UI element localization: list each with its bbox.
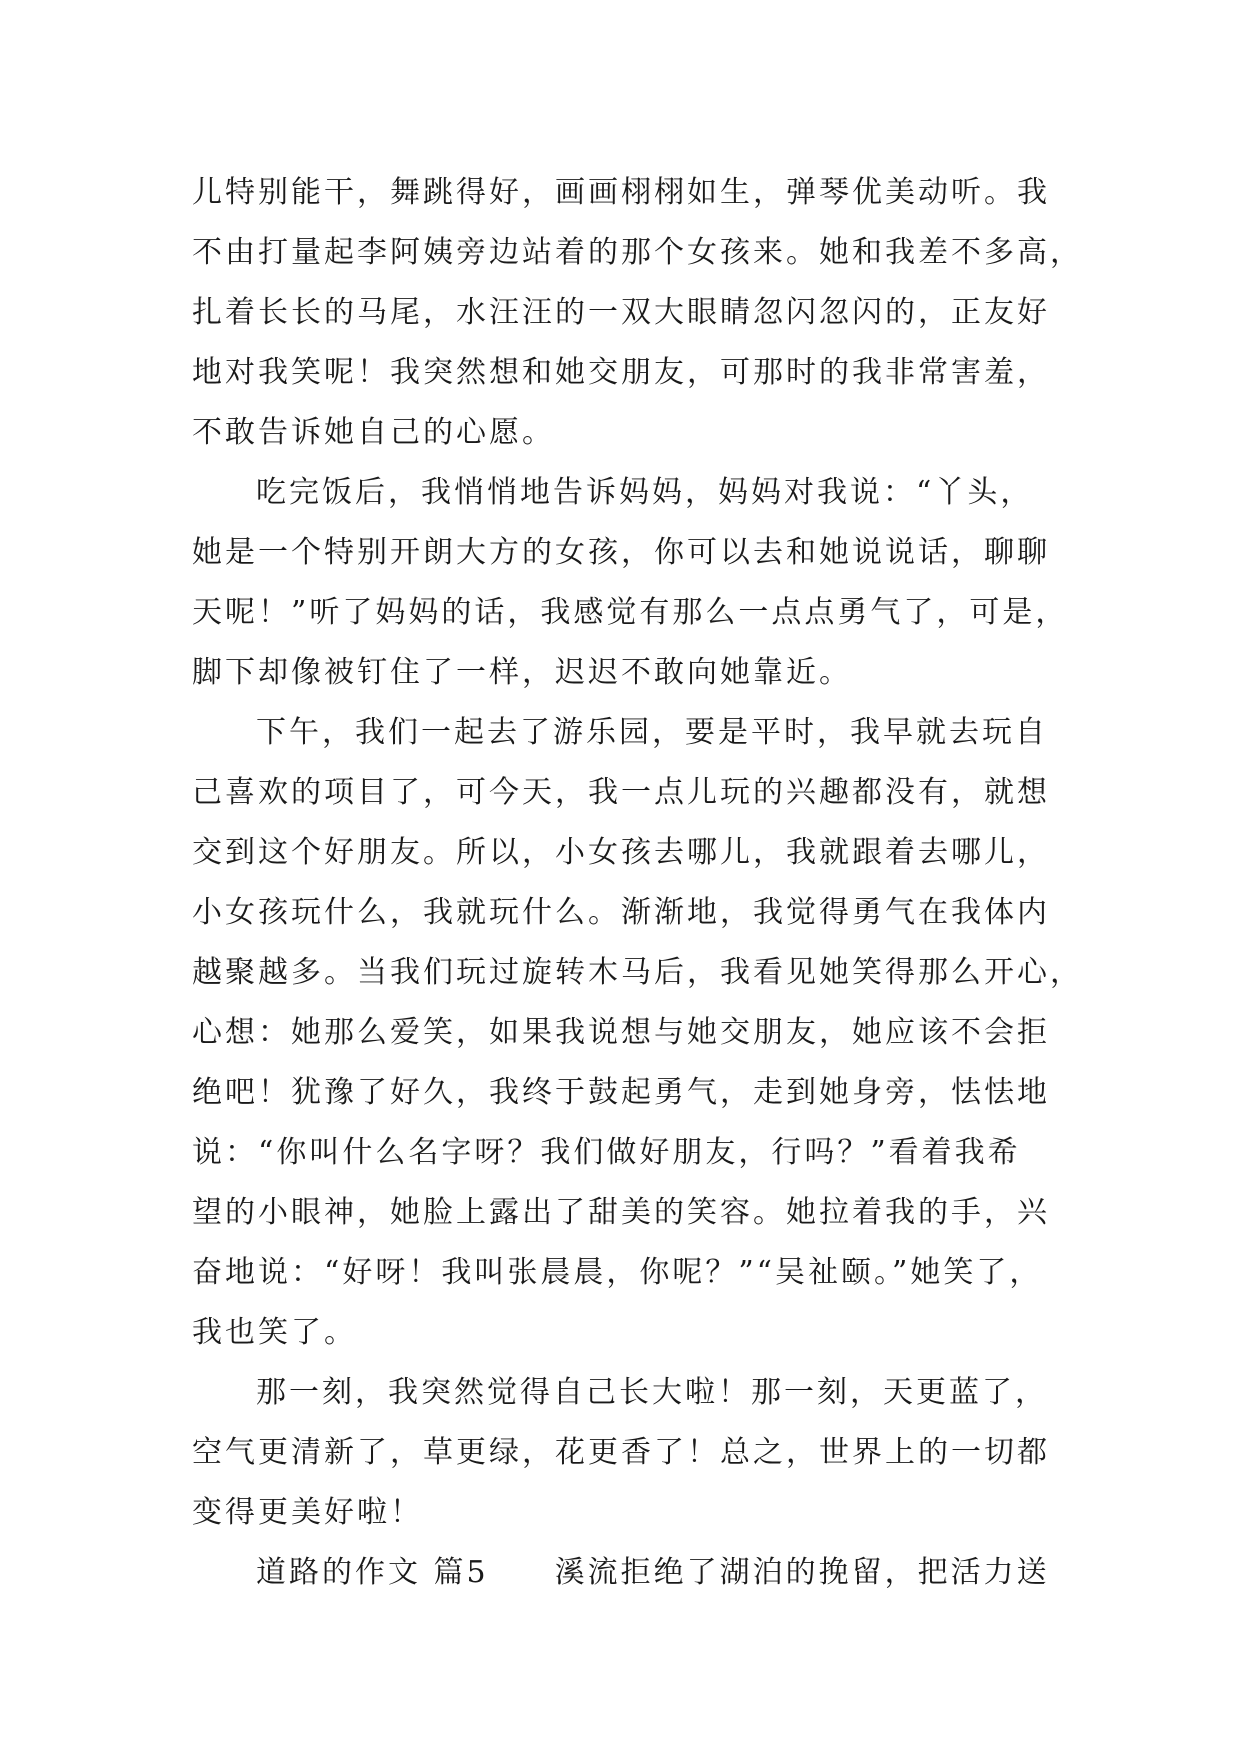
text-line: 奋地说：“好呀！我叫张晨晨，你呢？”“吴祉颐。”她笑了， [192,1255,1043,1290]
text-line: 她是一个特别开朗大方的女孩，你可以去和她说说话，聊聊 [192,535,1050,570]
section-heading-line: 道路的作文 篇5 溪流拒绝了湖泊的挽留，把活力送 [256,1555,1050,1590]
paragraph-first-line: 吃完饭后，我悄悄地告诉妈妈，妈妈对我说：“丫头， [256,475,1034,510]
text-line: 扎着长长的马尾，水汪汪的一双大眼睛忽闪忽闪的，正友好 [192,295,1050,330]
text-line: 不由打量起李阿姨旁边站着的那个女孩来。她和我差不多高， [192,235,1083,270]
text-line: 变得更美好啦！ [192,1495,423,1530]
text-line: 望的小眼神，她脸上露出了甜美的笑容。她拉着我的手，兴 [192,1195,1050,1230]
text-line: 空气更清新了，草更绿，花更香了！总之，世界上的一切都 [192,1435,1050,1470]
text-line: 地对我笑呢！我突然想和她交朋友，可那时的我非常害羞， [192,355,1050,390]
text-line: 交到这个好朋友。所以，小女孩去哪儿，我就跟着去哪儿， [192,835,1050,870]
paragraph-first-line: 那一刻，我突然觉得自己长大啦！那一刻，天更蓝了， [256,1375,1048,1410]
text-line: 不敢告诉她自己的心愿。 [192,415,555,450]
paragraph-first-line: 下午，我们一起去了游乐园，要是平时，我早就去玩自 [256,715,1048,750]
text-line: 天呢！”听了妈妈的话，我感觉有那么一点点勇气了，可是， [192,595,1069,630]
text-line: 儿特别能干，舞跳得好，画画栩栩如生，弹琴优美动听。我 [192,175,1050,210]
text-line: 己喜欢的项目了，可今天，我一点儿玩的兴趣都没有，就想 [192,775,1050,810]
text-line: 小女孩玩什么，我就玩什么。渐渐地，我觉得勇气在我体内 [192,895,1050,930]
text-line: 绝吧！犹豫了好久，我终于鼓起勇气，走到她身旁，怯怯地 [192,1075,1050,1110]
text-line: 我也笑了。 [192,1315,357,1350]
text-line: 心想：她那么爱笑，如果我说想与她交朋友，她应该不会拒 [192,1015,1050,1050]
document-body [192,163,1083,1603]
text-line: 说：“你叫什么名字呀？我们做好朋友，行吗？”看着我希 [192,1135,1021,1170]
text-line: 越聚越多。当我们玩过旋转木马后，我看见她笑得那么开心， [192,955,1083,990]
text-line: 脚下却像被钉住了一样，迟迟不敢向她靠近。 [192,655,852,690]
